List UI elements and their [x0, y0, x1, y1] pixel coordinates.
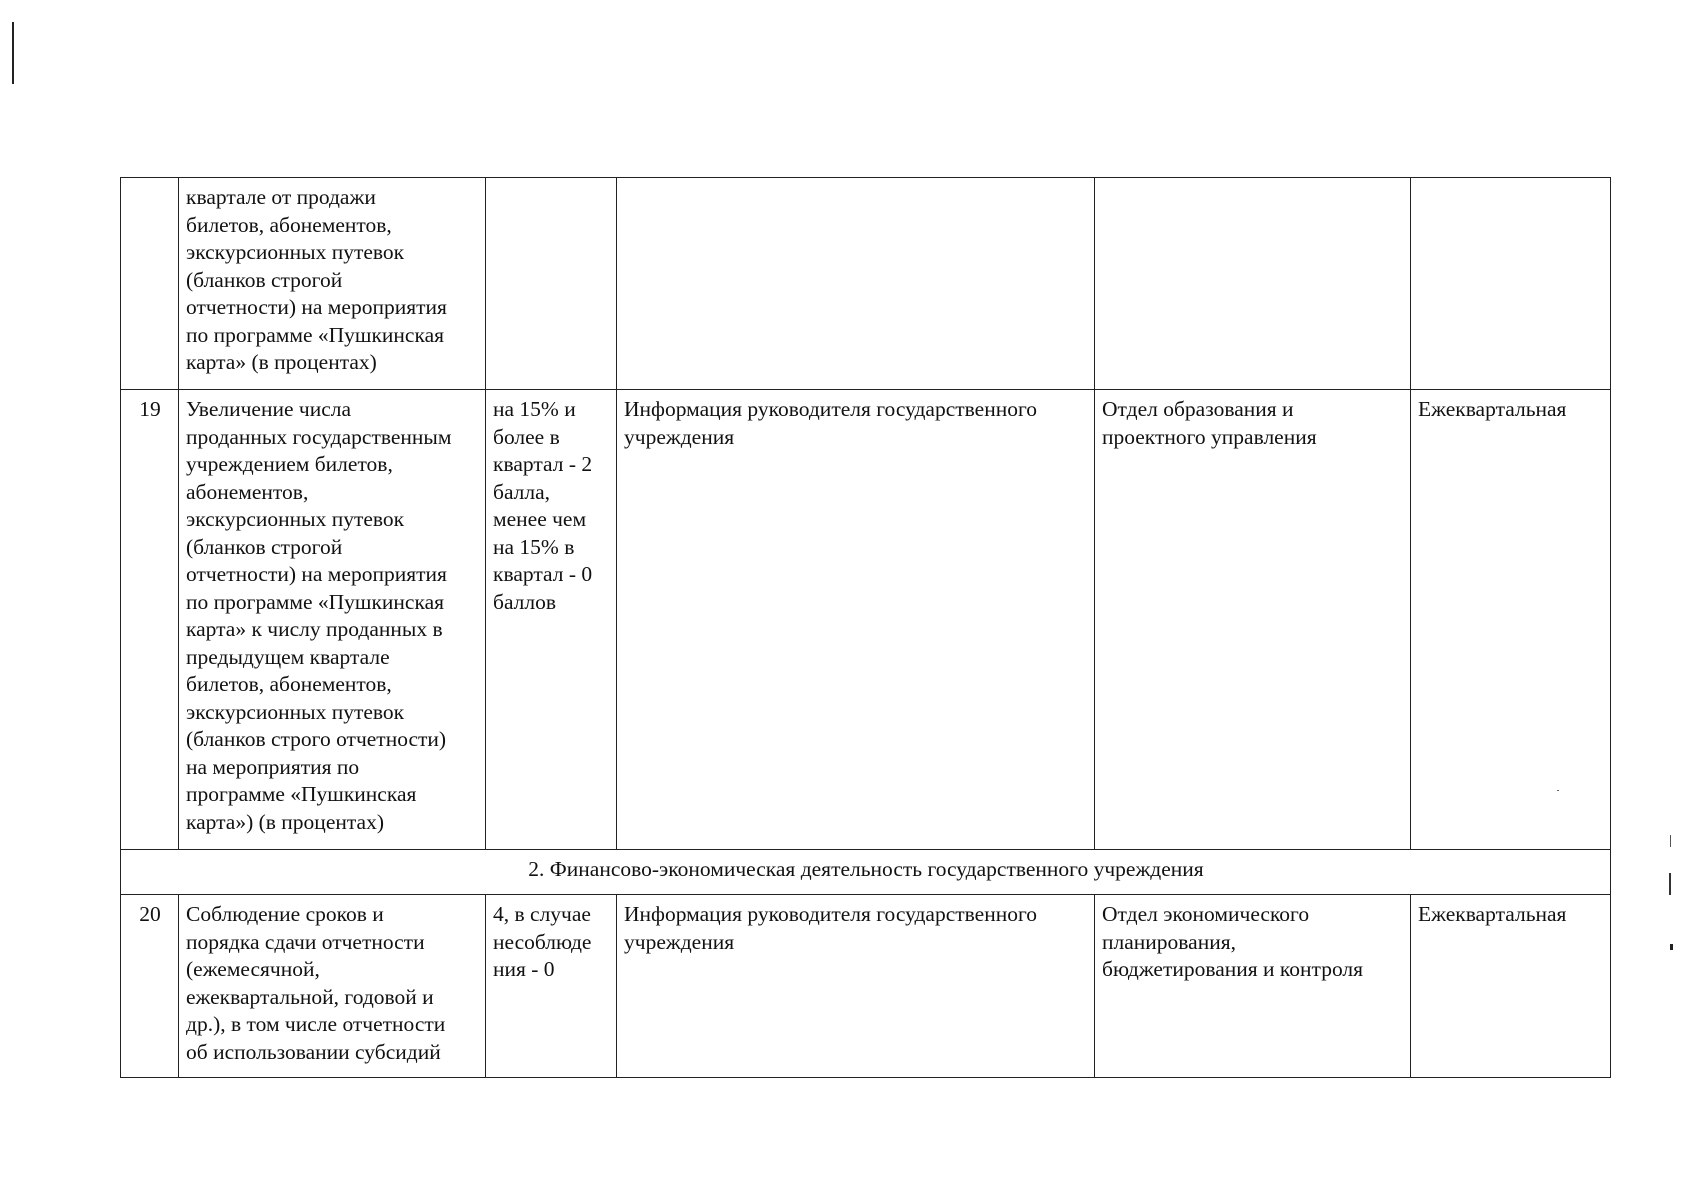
responsible-department — [1095, 178, 1411, 390]
scan-artifact — [1669, 873, 1671, 895]
responsible-department: Отдел экономического планирования, бюджетирования и контроля — [1095, 895, 1411, 1078]
row-number: 19 — [121, 390, 179, 850]
criteria-table — [120, 177, 1611, 1078]
responsible-department: Отдел образования и проектного управления — [1095, 390, 1411, 850]
scan-margin-line — [12, 22, 14, 84]
data-source: Информация руководителя государственного учреждения — [617, 895, 1095, 1078]
scan-artifact — [1670, 944, 1673, 950]
evaluation-criteria: 4, в случае несоблюде ния - 0 — [486, 895, 617, 1078]
scan-artifact — [1670, 835, 1671, 847]
periodicity: Ежеквартальная — [1411, 390, 1611, 850]
table-row — [121, 178, 1611, 390]
row-number — [121, 178, 179, 390]
row-number: 20 — [121, 895, 179, 1078]
indicator-name: квартале от продажи билетов, абонементов, экскурсионных путевок (бланков строгой отчетности) на мероприятия по программе «Пушкинская карта» (в процентах) — [179, 178, 486, 390]
periodicity: Ежеквартальная — [1411, 895, 1611, 1078]
indicator-name: Увеличение числа проданных государственным учреждением билетов, абонементов, экскурсионных путевок (бланков строгой отчетности) на мероприятия по программе «Пушкинская карта» к числу проданных в предыдущем квартале билетов, абонементов, экскурсионных путевок (бланков строго отчетности) на мероприятия по программе «Пушкинская карта») (в процентах) — [179, 390, 486, 850]
data-source — [617, 178, 1095, 390]
periodicity — [1411, 178, 1611, 390]
evaluation-criteria — [486, 178, 617, 390]
data-source: Информация руководителя государственного учреждения — [617, 390, 1095, 850]
evaluation-criteria: на 15% и более в квартал - 2 балла, менее чем на 15% в квартал - 0 баллов — [486, 390, 617, 850]
table-row — [121, 390, 1611, 850]
section-header-row — [121, 850, 1611, 895]
table-row — [121, 895, 1611, 1078]
indicator-name: Соблюдение сроков и порядка сдачи отчетности (ежемесячной, ежеквартальной, годовой и др.), в том числе отчетности об использовании субсидий — [179, 895, 486, 1078]
section-title: 2. Финансово-экономическая деятельность государственного учреждения — [121, 850, 1611, 895]
